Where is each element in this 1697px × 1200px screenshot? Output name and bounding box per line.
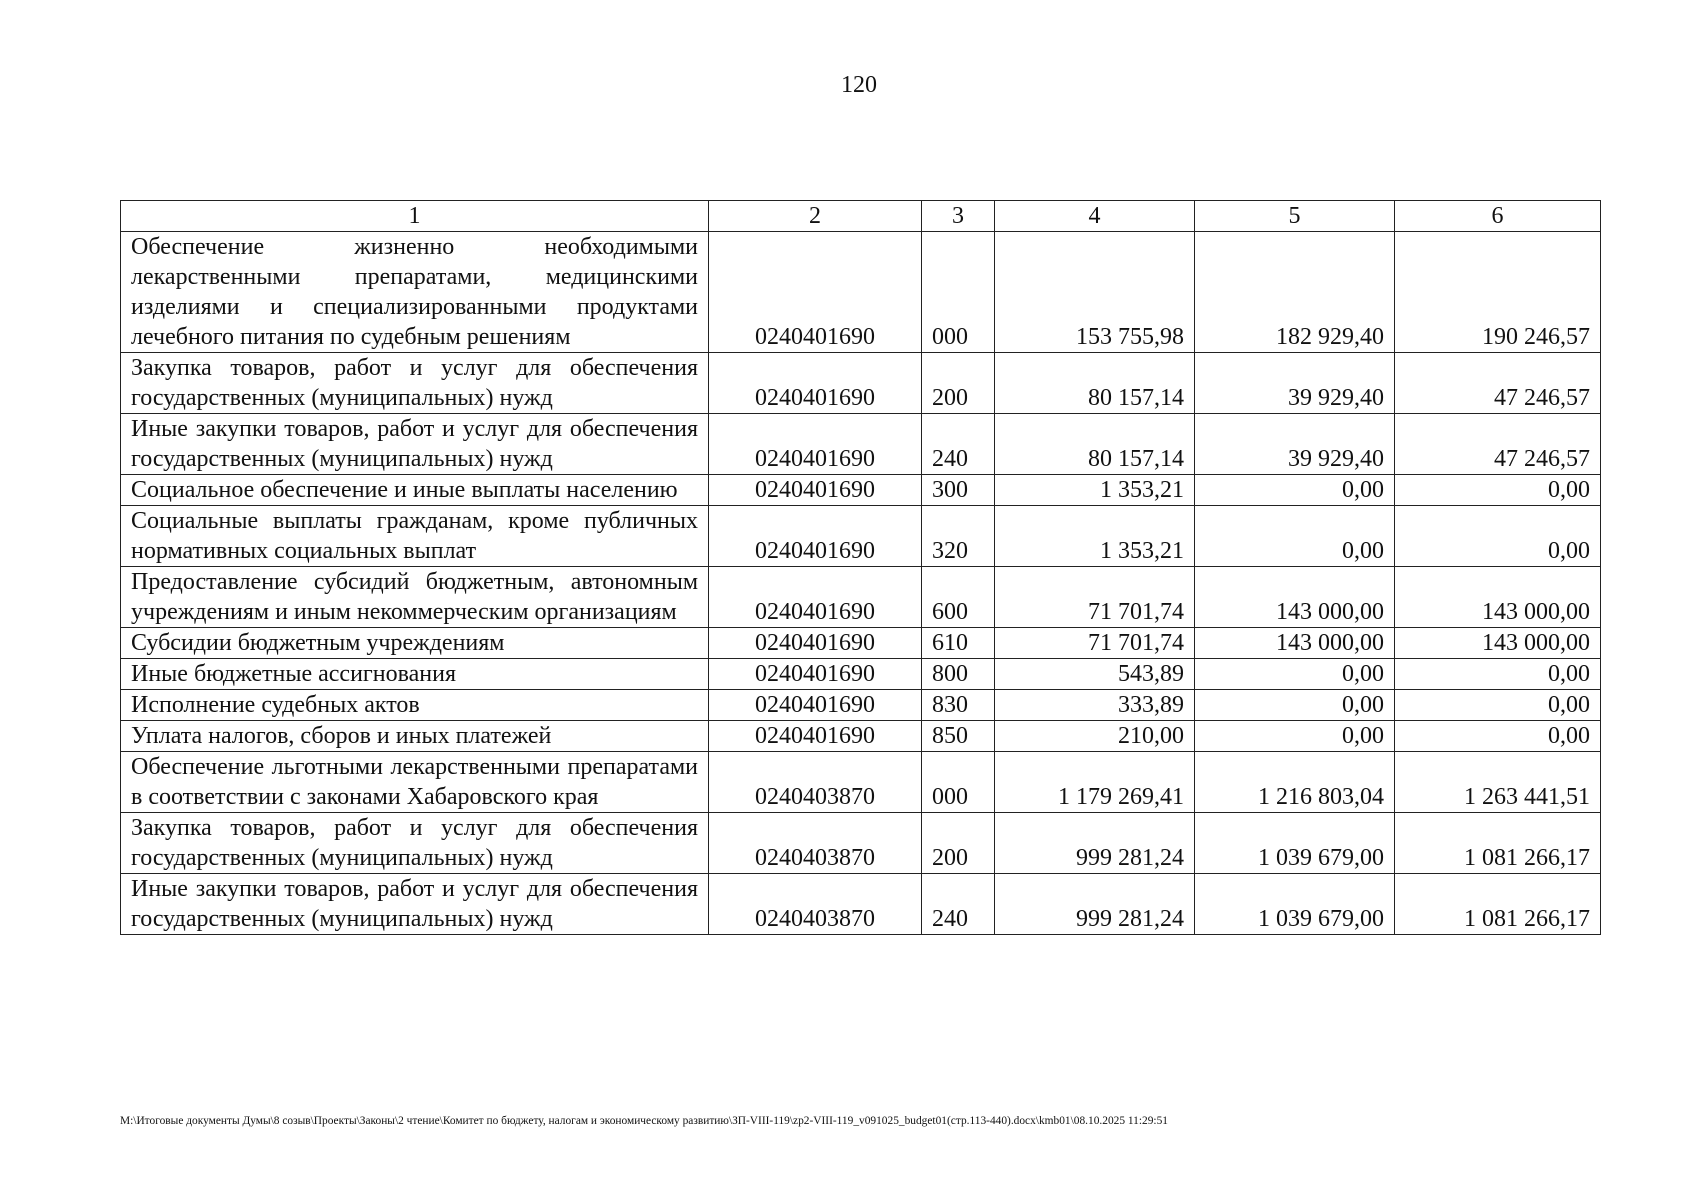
expense-type-cell: 240	[922, 414, 995, 475]
row-name-cell: Социальные выплаты гражданам, кроме публичных нормативных социальных выплат	[121, 506, 709, 567]
amount-col4-cell: 210,00	[995, 721, 1195, 752]
amount-col5-cell: 0,00	[1195, 506, 1395, 567]
table-row	[121, 506, 1601, 567]
amount-col5-cell: 1 039 679,00	[1195, 874, 1395, 935]
target-code-cell: 0240401690	[709, 475, 922, 506]
amount-col5-cell: 0,00	[1195, 721, 1395, 752]
target-code-cell: 0240403870	[709, 874, 922, 935]
expense-type-cell: 240	[922, 874, 995, 935]
table-row	[121, 659, 1601, 690]
column-header: 3	[922, 201, 995, 232]
target-code-cell: 0240401690	[709, 721, 922, 752]
expense-type-cell: 800	[922, 659, 995, 690]
expense-type-cell: 600	[922, 567, 995, 628]
expense-type-cell: 200	[922, 353, 995, 414]
target-code-cell: 0240401690	[709, 414, 922, 475]
amount-col4-cell: 80 157,14	[995, 414, 1195, 475]
target-code-cell: 0240401690	[709, 506, 922, 567]
amount-col6-cell: 143 000,00	[1395, 628, 1601, 659]
amount-col4-cell: 71 701,74	[995, 628, 1195, 659]
expense-type-cell: 200	[922, 813, 995, 874]
amount-col4-cell: 1 353,21	[995, 475, 1195, 506]
amount-col5-cell: 0,00	[1195, 475, 1395, 506]
amount-col6-cell: 0,00	[1395, 721, 1601, 752]
row-name-cell: Исполнение судебных актов	[121, 690, 709, 721]
amount-col6-cell: 0,00	[1395, 690, 1601, 721]
amount-col5-cell: 1 039 679,00	[1195, 813, 1395, 874]
amount-col5-cell: 143 000,00	[1195, 567, 1395, 628]
amount-col5-cell: 39 929,40	[1195, 353, 1395, 414]
amount-col6-cell: 47 246,57	[1395, 414, 1601, 475]
expense-type-cell: 830	[922, 690, 995, 721]
expense-type-cell: 320	[922, 506, 995, 567]
expense-type-cell: 610	[922, 628, 995, 659]
expense-type-cell: 850	[922, 721, 995, 752]
table-row	[121, 414, 1601, 475]
amount-col6-cell: 1 081 266,17	[1395, 874, 1601, 935]
amount-col4-cell: 543,89	[995, 659, 1195, 690]
amount-col6-cell: 190 246,57	[1395, 232, 1601, 353]
target-code-cell: 0240401690	[709, 232, 922, 353]
table-row	[121, 813, 1601, 874]
amount-col4-cell: 1 179 269,41	[995, 752, 1195, 813]
target-code-cell: 0240401690	[709, 567, 922, 628]
expense-type-cell: 000	[922, 232, 995, 353]
expense-type-cell: 300	[922, 475, 995, 506]
row-name-cell: Социальное обеспечение и иные выплаты населению	[121, 475, 709, 506]
amount-col4-cell: 153 755,98	[995, 232, 1195, 353]
table-row	[121, 232, 1601, 353]
target-code-cell: 0240401690	[709, 690, 922, 721]
target-code-cell: 0240401690	[709, 353, 922, 414]
file-path-footer: M:\Итоговые документы Думы\8 созыв\Проекты\Законы\2 чтение\Комитет по бюджету, налогам и экономическому развитию\ЗП-VIII-119\zp2-VIII-119_v091025_budget01(стр.113-440).docx\kmb01\08.10.2025 11:29:51	[120, 1115, 1168, 1127]
amount-col4-cell: 333,89	[995, 690, 1195, 721]
row-name-cell: Закупка товаров, работ и услуг для обеспечения государственных (муниципальных) нужд	[121, 813, 709, 874]
table-row	[121, 475, 1601, 506]
amount-col6-cell: 143 000,00	[1395, 567, 1601, 628]
amount-col5-cell: 1 216 803,04	[1195, 752, 1395, 813]
target-code-cell: 0240403870	[709, 813, 922, 874]
row-name-cell: Закупка товаров, работ и услуг для обеспечения государственных (муниципальных) нужд	[121, 353, 709, 414]
column-header: 1	[121, 201, 709, 232]
amount-col5-cell: 39 929,40	[1195, 414, 1395, 475]
row-name-cell: Предоставление субсидий бюджетным, автономным учреждениям и иным некоммерческим организациям	[121, 567, 709, 628]
amount-col6-cell: 0,00	[1395, 475, 1601, 506]
table-row	[121, 690, 1601, 721]
row-name-cell: Уплата налогов, сборов и иных платежей	[121, 721, 709, 752]
amount-col6-cell: 1 263 441,51	[1395, 752, 1601, 813]
page-number: 120	[841, 72, 877, 98]
row-name-cell: Иные бюджетные ассигнования	[121, 659, 709, 690]
amount-col4-cell: 999 281,24	[995, 874, 1195, 935]
column-header: 6	[1395, 201, 1601, 232]
row-name-cell: Обеспечение жизненно необходимыми лекарственными препаратами, медицинскими изделиями и специализированными продуктами лечебного питания по судебным решениям	[121, 232, 709, 353]
row-name-cell: Иные закупки товаров, работ и услуг для обеспечения государственных (муниципальных) нужд	[121, 874, 709, 935]
expense-type-cell: 000	[922, 752, 995, 813]
table-row	[121, 721, 1601, 752]
table-row	[121, 874, 1601, 935]
column-header: 4	[995, 201, 1195, 232]
amount-col4-cell: 80 157,14	[995, 353, 1195, 414]
budget-table	[120, 200, 1601, 935]
table-row	[121, 628, 1601, 659]
amount-col5-cell: 182 929,40	[1195, 232, 1395, 353]
table-row	[121, 752, 1601, 813]
amount-col6-cell: 0,00	[1395, 506, 1601, 567]
amount-col6-cell: 0,00	[1395, 659, 1601, 690]
amount-col6-cell: 47 246,57	[1395, 353, 1601, 414]
target-code-cell: 0240403870	[709, 752, 922, 813]
target-code-cell: 0240401690	[709, 659, 922, 690]
row-name-cell: Обеспечение льготными лекарственными препаратами в соответствии с законами Хабаровского края	[121, 752, 709, 813]
amount-col4-cell: 999 281,24	[995, 813, 1195, 874]
amount-col4-cell: 71 701,74	[995, 567, 1195, 628]
column-header: 5	[1195, 201, 1395, 232]
table-row	[121, 567, 1601, 628]
table-header-row	[121, 201, 1601, 232]
row-name-cell: Субсидии бюджетным учреждениям	[121, 628, 709, 659]
amount-col5-cell: 143 000,00	[1195, 628, 1395, 659]
amount-col5-cell: 0,00	[1195, 659, 1395, 690]
amount-col6-cell: 1 081 266,17	[1395, 813, 1601, 874]
column-header: 2	[709, 201, 922, 232]
row-name-cell: Иные закупки товаров, работ и услуг для обеспечения государственных (муниципальных) нужд	[121, 414, 709, 475]
table-row	[121, 353, 1601, 414]
amount-col5-cell: 0,00	[1195, 690, 1395, 721]
amount-col4-cell: 1 353,21	[995, 506, 1195, 567]
target-code-cell: 0240401690	[709, 628, 922, 659]
